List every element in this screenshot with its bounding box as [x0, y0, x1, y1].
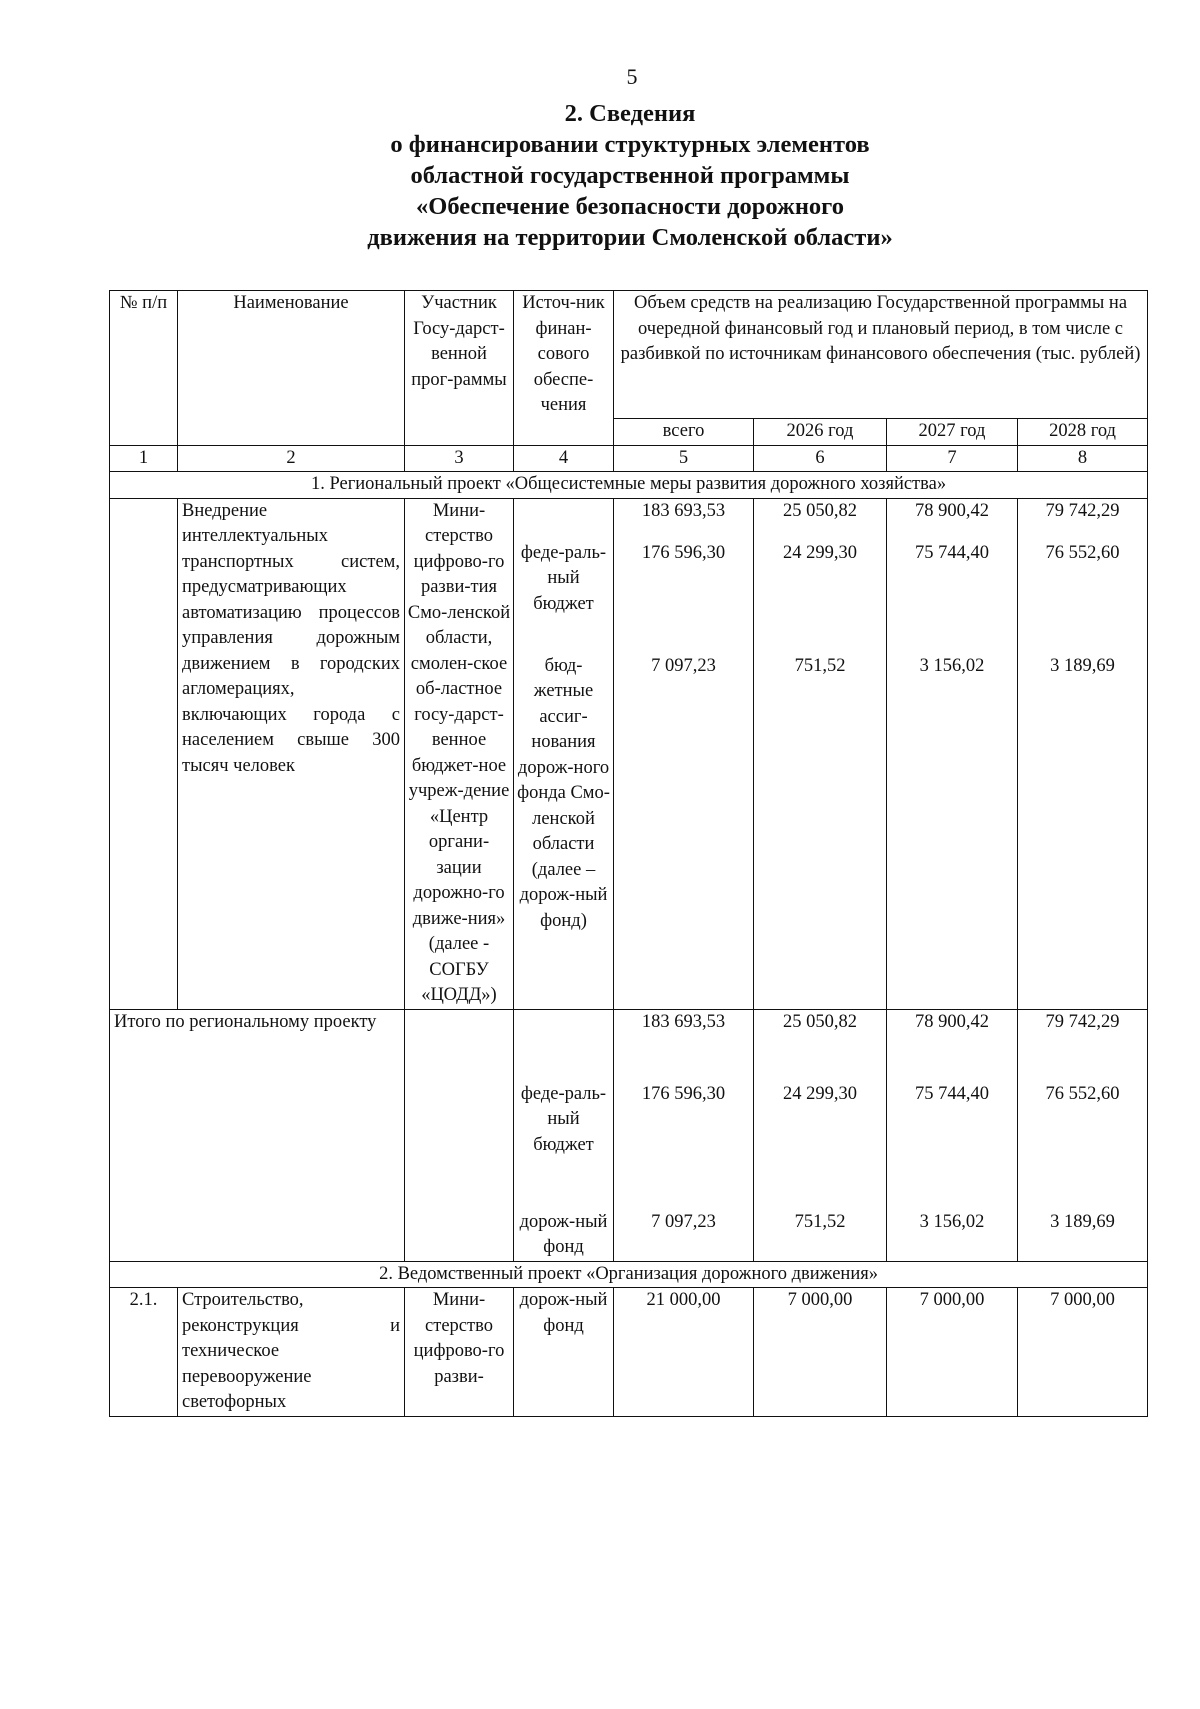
value-cell: 76 552,60 [1045, 1083, 1120, 1104]
source-line: феде-раль-ный бюджет [520, 1083, 607, 1155]
value-cell: 176 596,30 [641, 542, 726, 563]
header-row [110, 291, 1148, 419]
table-row [110, 1288, 1148, 1417]
column-number: 5 [614, 445, 754, 472]
source-line [516, 499, 611, 541]
subtotal-2026 [754, 1009, 887, 1261]
subtotal-participant [405, 1009, 514, 1261]
section-2-title: 2. Ведомственный проект «Организация дорожного движения» [110, 1261, 1148, 1288]
value-cell: 183 693,53 [641, 500, 726, 521]
header-name: Наименование [178, 291, 405, 446]
value-cell: 3 189,69 [1050, 1211, 1115, 1232]
column-numbers-row [110, 445, 1148, 472]
value-cell: 7 097,23 [651, 655, 716, 676]
title-line: областной государственной программы [410, 162, 850, 189]
header-2026: 2026 год [754, 419, 887, 446]
table-row [110, 498, 1148, 1009]
item-2026: 7 000,00 [754, 1288, 887, 1417]
item-sources [514, 498, 614, 1009]
source-line: дорож-ный фонд [519, 1211, 608, 1257]
source-line: бюд-жетные ассиг-нования дорож-ного фонда Смо-ленской области (далее – дорож-ный фонд) [517, 655, 610, 931]
value-cell: 24 299,30 [783, 542, 857, 563]
header-total: всего [614, 419, 754, 446]
column-number: 6 [754, 445, 887, 472]
title-line: 2. Сведения [564, 100, 696, 127]
value-cell: 79 742,29 [1045, 500, 1120, 521]
title-line: «Обеспечение безопасности дорожного [416, 193, 844, 220]
document-title [250, 98, 1010, 253]
subtotal-row [110, 1009, 1148, 1261]
item-2028 [1018, 498, 1148, 1009]
header-2028: 2028 год [1018, 419, 1148, 446]
subtotal-total [614, 1009, 754, 1261]
value-cell: 76 552,60 [1045, 542, 1120, 563]
header-volume: Объем средств на реализацию Государственной программы на очередной финансовый год и плановый период, в том числе с разбивкой по источникам финансового обеспечения (тыс. рублей) [614, 291, 1148, 419]
source-line [516, 1010, 611, 1082]
value-cell: 3 156,02 [919, 1211, 985, 1232]
item-total: 21 000,00 [614, 1288, 754, 1417]
item-participant: Мини-стерство цифрово-го разви- [405, 1288, 514, 1417]
title-line: о финансировании структурных элементов [390, 131, 870, 158]
item-source: дорож-ный фонд [514, 1288, 614, 1417]
item-name: Внедрение интеллектуальных транспортных систем, предусматривающих автоматизацию процессов управления дорожным движением в городских агломерациях, включающих города с населением свыше 300 тысяч человек [178, 498, 405, 1009]
subtotal-sources [514, 1009, 614, 1261]
item-name: Строительство, реконструкция и техническое перевооружение светофорных [178, 1288, 405, 1417]
value-cell: 751,52 [794, 655, 846, 676]
subtotal-2028 [1018, 1009, 1148, 1261]
title-line: движения на территории Смоленской области» [367, 224, 893, 251]
value-cell: 25 050,82 [783, 1011, 857, 1032]
value-cell: 78 900,42 [915, 500, 989, 521]
column-number: 4 [514, 445, 614, 472]
value-cell: 3 156,02 [919, 655, 985, 676]
value-cell: 75 744,40 [915, 542, 989, 563]
column-number: 2 [178, 445, 405, 472]
section-1-title: 1. Региональный проект «Общесистемные меры развития дорожного хозяйства» [110, 472, 1148, 499]
column-number: 3 [405, 445, 514, 472]
value-cell: 176 596,30 [641, 1083, 726, 1104]
section-title-row [110, 1261, 1148, 1288]
value-cell: 75 744,40 [915, 1083, 989, 1104]
value-cell: 24 299,30 [783, 1083, 857, 1104]
item-number: 2.1. [110, 1288, 178, 1417]
header-source: Источ-ник финан-сового обеспе-чения [514, 291, 614, 446]
subtotal-2027 [887, 1009, 1018, 1261]
value-cell: 79 742,29 [1045, 1011, 1120, 1032]
item-2027 [887, 498, 1018, 1009]
value-cell: 25 050,82 [783, 500, 857, 521]
item-participant: Мини-стерство цифрово-го разви-тия Смо-ленской области, смолен-ское об-ластное госу-дарст-венное бюджет-ное учреж-дение «Центр органи-зации дорожно-го движе-ния» (далее - СОГБУ «ЦОДД») [405, 498, 514, 1009]
value-cell: 751,52 [794, 1211, 846, 1232]
column-number: 7 [887, 445, 1018, 472]
page-number: 5 [626, 64, 638, 89]
source-line: феде-раль-ный бюджет [520, 542, 607, 614]
item-2027: 7 000,00 [887, 1288, 1018, 1417]
section-title-row [110, 472, 1148, 499]
value-cell: 183 693,53 [641, 1011, 726, 1032]
subtotal-label: Итого по региональному проекту [110, 1009, 405, 1261]
item-number [110, 498, 178, 1009]
column-number: 8 [1018, 445, 1148, 472]
column-number: 1 [110, 445, 178, 472]
item-total [614, 498, 754, 1009]
item-2026 [754, 498, 887, 1009]
item-2028: 7 000,00 [1018, 1288, 1148, 1417]
header-participant: Участник Госу-дарст-венной прог-раммы [405, 291, 514, 446]
value-cell: 7 097,23 [651, 1211, 716, 1232]
header-num: № п/п [110, 291, 178, 446]
value-cell: 3 189,69 [1050, 655, 1115, 676]
financing-table [109, 290, 1148, 1417]
value-cell: 78 900,42 [915, 1011, 989, 1032]
header-2027: 2027 год [887, 419, 1018, 446]
